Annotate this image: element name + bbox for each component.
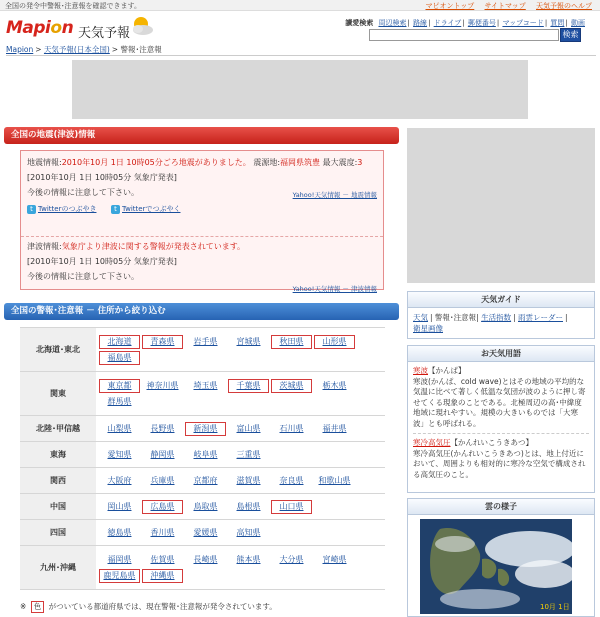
quake-prefix: 地震情報: <box>27 158 62 167</box>
satellite-image[interactable] <box>420 519 572 614</box>
prefecture-link[interactable]: 神奈川県 <box>146 380 179 390</box>
quake-info-box <box>20 150 384 293</box>
prefecture-link[interactable]: 鳥取県 <box>193 501 218 511</box>
region-name: 関東 <box>20 372 96 416</box>
cloud-timestamp: 10月 1日 <box>540 603 570 611</box>
search-cat-mapcode[interactable]: マップコード <box>502 19 544 27</box>
service-title: 天気予報 <box>78 26 131 41</box>
prefecture-link-warning[interactable]: 北海道 <box>99 335 140 349</box>
prefecture-link[interactable]: 岐阜県 <box>193 449 218 459</box>
region-prefecture-list <box>96 328 385 372</box>
term-2-link[interactable]: 寒冷高気圧 <box>413 438 451 447</box>
prefecture-link[interactable]: 宮崎県 <box>322 554 347 564</box>
header-divider <box>6 55 596 56</box>
guide-link-warnings: 警報･注意報 <box>434 313 477 322</box>
region-row <box>20 442 385 468</box>
quake-issued: [2010年10月 1日 10時05分 気象庁発表] <box>27 173 177 182</box>
quake-divider <box>21 236 383 237</box>
prefecture-link[interactable]: 長崎県 <box>193 554 218 564</box>
prefecture-link[interactable]: 香川県 <box>150 527 175 537</box>
prefecture-link-warning[interactable]: 秋田県 <box>271 335 312 349</box>
region-prefecture-list <box>96 372 385 416</box>
quake-time-text: 2010年10月 1日 10時05分ごろ地震がありました。 <box>61 158 251 167</box>
twitter-tweets-link[interactable]: t Twitterのつぶやき <box>27 203 96 215</box>
prefecture-link-warning[interactable]: 鹿児島県 <box>99 569 140 583</box>
prefecture-link[interactable]: 徳島県 <box>107 527 132 537</box>
prefecture-link[interactable]: 静岡県 <box>150 449 175 459</box>
quake-section-header: 全国の地震(津波)情報 <box>4 127 399 144</box>
top-links <box>418 1 593 11</box>
prefecture-link[interactable]: 福井県 <box>322 423 347 433</box>
twitter-icon: t <box>111 205 120 214</box>
legend-chip: 色 <box>31 601 45 613</box>
prefecture-link-warning[interactable]: 新潟県 <box>185 422 226 436</box>
tsunami-info <box>27 241 377 295</box>
sun-cloud-icon <box>128 15 154 37</box>
quake-note: 今後の情報に注意して下さい。 <box>27 188 139 197</box>
region-prefecture-list <box>96 416 385 442</box>
region-table <box>20 327 385 590</box>
guide-link-weather[interactable]: 天気 <box>413 313 428 322</box>
weather-terms-title: お天気用語 <box>408 346 594 362</box>
ad-banner-top[interactable] <box>72 60 528 119</box>
top-bar <box>0 0 600 11</box>
ad-banner-side[interactable] <box>407 128 595 283</box>
search-input[interactable] <box>369 29 559 41</box>
quake-info <box>27 157 377 215</box>
breadcrumb-mapion[interactable]: Mapion <box>6 45 34 54</box>
prefecture-link[interactable]: 山梨県 <box>107 423 132 433</box>
term-1-reading: 【かんぱ】 <box>428 366 466 375</box>
top-link-help[interactable]: 天気予報のヘルプ <box>536 2 592 10</box>
cloud-image-title: 雲の様子 <box>408 499 594 515</box>
search-label: 讀愛検索 <box>345 19 374 27</box>
terms-divider <box>413 433 589 434</box>
prefecture-link[interactable]: 愛知県 <box>107 449 132 459</box>
quake-epicenter: 福岡県筑豊 <box>280 158 321 167</box>
twitter-share-link[interactable]: t Twitterでつぶやく <box>111 203 180 215</box>
search-cat-zip[interactable]: 郵便番号 <box>467 19 496 27</box>
region-name: 中国 <box>20 494 96 520</box>
weather-terms-box <box>407 345 595 493</box>
term-2-desc: 寒冷高気圧(かんれいこうきあつ)とは、地上付近において、周囲よりも相対的に寒冷な空気で構成される高気圧のこと。 <box>413 448 586 479</box>
prefecture-link[interactable]: 熊本県 <box>236 554 261 564</box>
guide-link-radar[interactable]: 雨雲レーダー <box>518 313 564 322</box>
search-cat-video[interactable]: 動画 <box>571 19 585 27</box>
term-1-link[interactable]: 寒波 <box>413 366 428 375</box>
prefecture-link[interactable]: 埼玉県 <box>193 380 218 390</box>
prefecture-link[interactable]: 大阪府 <box>107 475 132 485</box>
prefecture-link[interactable]: 長野県 <box>150 423 175 433</box>
tsunami-text: 気象庁より津波に関する警報が発表されています。 <box>61 242 246 251</box>
weather-guide-box: 天気ガイド 天気 | 警報･注意報| 生活指数 | 雨雲レーダー | 衛星画像 <box>407 291 595 339</box>
cloud-image-box <box>407 498 595 617</box>
region-row <box>20 328 385 372</box>
quake-max-label: 最大震度: <box>322 158 358 167</box>
prefecture-link[interactable]: 兵庫県 <box>150 475 175 485</box>
prefecture-link[interactable]: 島根県 <box>236 501 261 511</box>
prefecture-link[interactable]: 奈良県 <box>279 475 304 485</box>
tsunami-issued: [2010年10月 1日 10時05分 気象庁発表] <box>27 257 177 266</box>
region-row <box>20 520 385 546</box>
prefecture-link[interactable]: 三重県 <box>236 449 261 459</box>
prefecture-link-warning[interactable]: 沖縄県 <box>142 569 183 583</box>
region-prefecture-list <box>96 494 385 520</box>
region-row <box>20 416 385 442</box>
prefecture-link-warning[interactable]: 山形県 <box>314 335 355 349</box>
region-prefecture-list <box>96 468 385 494</box>
search-categories: 讀愛検索 周辺検索| 路線| ドライブ| 郵便番号| マップコード| 質問| 動画 <box>345 19 585 27</box>
prefecture-link-warning[interactable]: 福島県 <box>99 351 140 365</box>
quake-source-link[interactable]: Yahoo!天気情報 － 地震情報 <box>292 191 377 199</box>
search-cat-nearby[interactable]: 周辺検索 <box>378 19 407 27</box>
search-button[interactable]: 検索 <box>560 28 581 42</box>
tsunami-prefix: 津波情報: <box>27 242 62 251</box>
prefecture-link[interactable]: 愛媛県 <box>193 527 218 537</box>
region-name: 四国 <box>20 520 96 546</box>
region-row <box>20 372 385 416</box>
region-prefecture-list <box>96 442 385 468</box>
legend-note <box>20 601 277 613</box>
prefecture-link[interactable]: 石川県 <box>279 423 304 433</box>
guide-link-satellite[interactable]: 衛星画像 <box>413 324 443 333</box>
prefecture-link[interactable]: 高知県 <box>236 527 261 537</box>
region-name: 北海道･東北 <box>20 328 96 372</box>
region-name: 関西 <box>20 468 96 494</box>
top-link-mapion-top[interactable]: マピオントップ <box>425 2 475 10</box>
region-name: 北陸･甲信越 <box>20 416 96 442</box>
prefecture-link[interactable]: 岡山県 <box>107 501 132 511</box>
prefecture-link-warning[interactable]: 山口県 <box>271 500 312 514</box>
region-row <box>20 468 385 494</box>
prefecture-link[interactable]: 大分県 <box>279 554 304 564</box>
tsunami-note: 今後の情報に注意して下さい。 <box>27 272 139 281</box>
prefecture-link-warning[interactable]: 茨城県 <box>271 379 312 393</box>
prefecture-link[interactable]: 福岡県 <box>107 554 132 564</box>
prefecture-link-warning[interactable]: 東京都 <box>99 379 140 393</box>
legend-prefix: ※ <box>20 602 27 611</box>
prefecture-link[interactable]: 群馬県 <box>107 396 132 406</box>
quake-max-intensity: 3 <box>357 158 363 167</box>
quake-epicenter-label: 震源地: <box>253 158 281 167</box>
prefecture-link[interactable]: 栃木県 <box>322 380 347 390</box>
region-name: 東海 <box>20 442 96 468</box>
search-cat-question[interactable]: 質問 <box>550 19 565 27</box>
top-notice: 全国の発令中警報･注意報を確認できます。 <box>5 2 141 10</box>
prefecture-link[interactable]: 岩手県 <box>193 336 218 346</box>
search-cat-route[interactable]: 路線 <box>413 19 428 27</box>
prefecture-link[interactable]: 京都府 <box>193 475 218 485</box>
region-row <box>20 494 385 520</box>
search-cat-drive[interactable]: ドライブ <box>433 19 462 27</box>
warnings-section-header: 全国の警報･注意報 － 住所から絞り込む <box>4 303 399 320</box>
region-prefecture-list <box>96 520 385 546</box>
guide-link-life-index[interactable]: 生活指数 <box>481 313 512 322</box>
region-row <box>20 546 385 590</box>
term-2-reading: 【かんれいこうきあつ】 <box>450 438 533 447</box>
breadcrumb-current: 警報･注意報 <box>120 45 162 54</box>
prefecture-link[interactable]: 滋賀県 <box>236 475 261 485</box>
weather-guide-title: 天気ガイド <box>408 292 594 308</box>
top-link-sitemap[interactable]: サイトマップ <box>484 2 526 10</box>
tsunami-source-link[interactable]: Yahoo!天気情報 － 津波情報 <box>292 285 377 293</box>
term-1-desc: 寒波(かんぱ、cold wave)とはその地域の平均的な気温に比べて著しく低温な気団が波のように押し寄せてくる現象のことである。北極周辺の高･中緯度地域に現れやすい。規模の大きいものでは「大寒波」とも呼ばれる。 <box>413 376 586 428</box>
prefecture-link[interactable]: 富山県 <box>236 423 261 433</box>
prefecture-link-warning[interactable]: 青森県 <box>142 335 183 349</box>
twitter-row <box>27 203 377 215</box>
prefecture-link[interactable]: 宮城県 <box>236 336 261 346</box>
legend-text: がついている都道府県では、現在警報･注意報が発令されています。 <box>48 602 277 611</box>
prefecture-link[interactable]: 佐賀県 <box>150 554 175 564</box>
twitter-icon: t <box>27 205 36 214</box>
breadcrumb: Mapion > 天気予報(日本全国) > 警報･注意報 <box>6 45 162 54</box>
prefecture-link-warning[interactable]: 千葉県 <box>228 379 269 393</box>
mapion-logo[interactable]: Mapion <box>6 18 74 38</box>
prefecture-link[interactable]: 和歌山県 <box>318 475 351 485</box>
region-name: 九州･沖縄 <box>20 546 96 590</box>
prefecture-link-warning[interactable]: 広島県 <box>142 500 183 514</box>
breadcrumb-weather[interactable]: 天気予報(日本全国) <box>43 45 110 54</box>
region-prefecture-list <box>96 546 385 590</box>
